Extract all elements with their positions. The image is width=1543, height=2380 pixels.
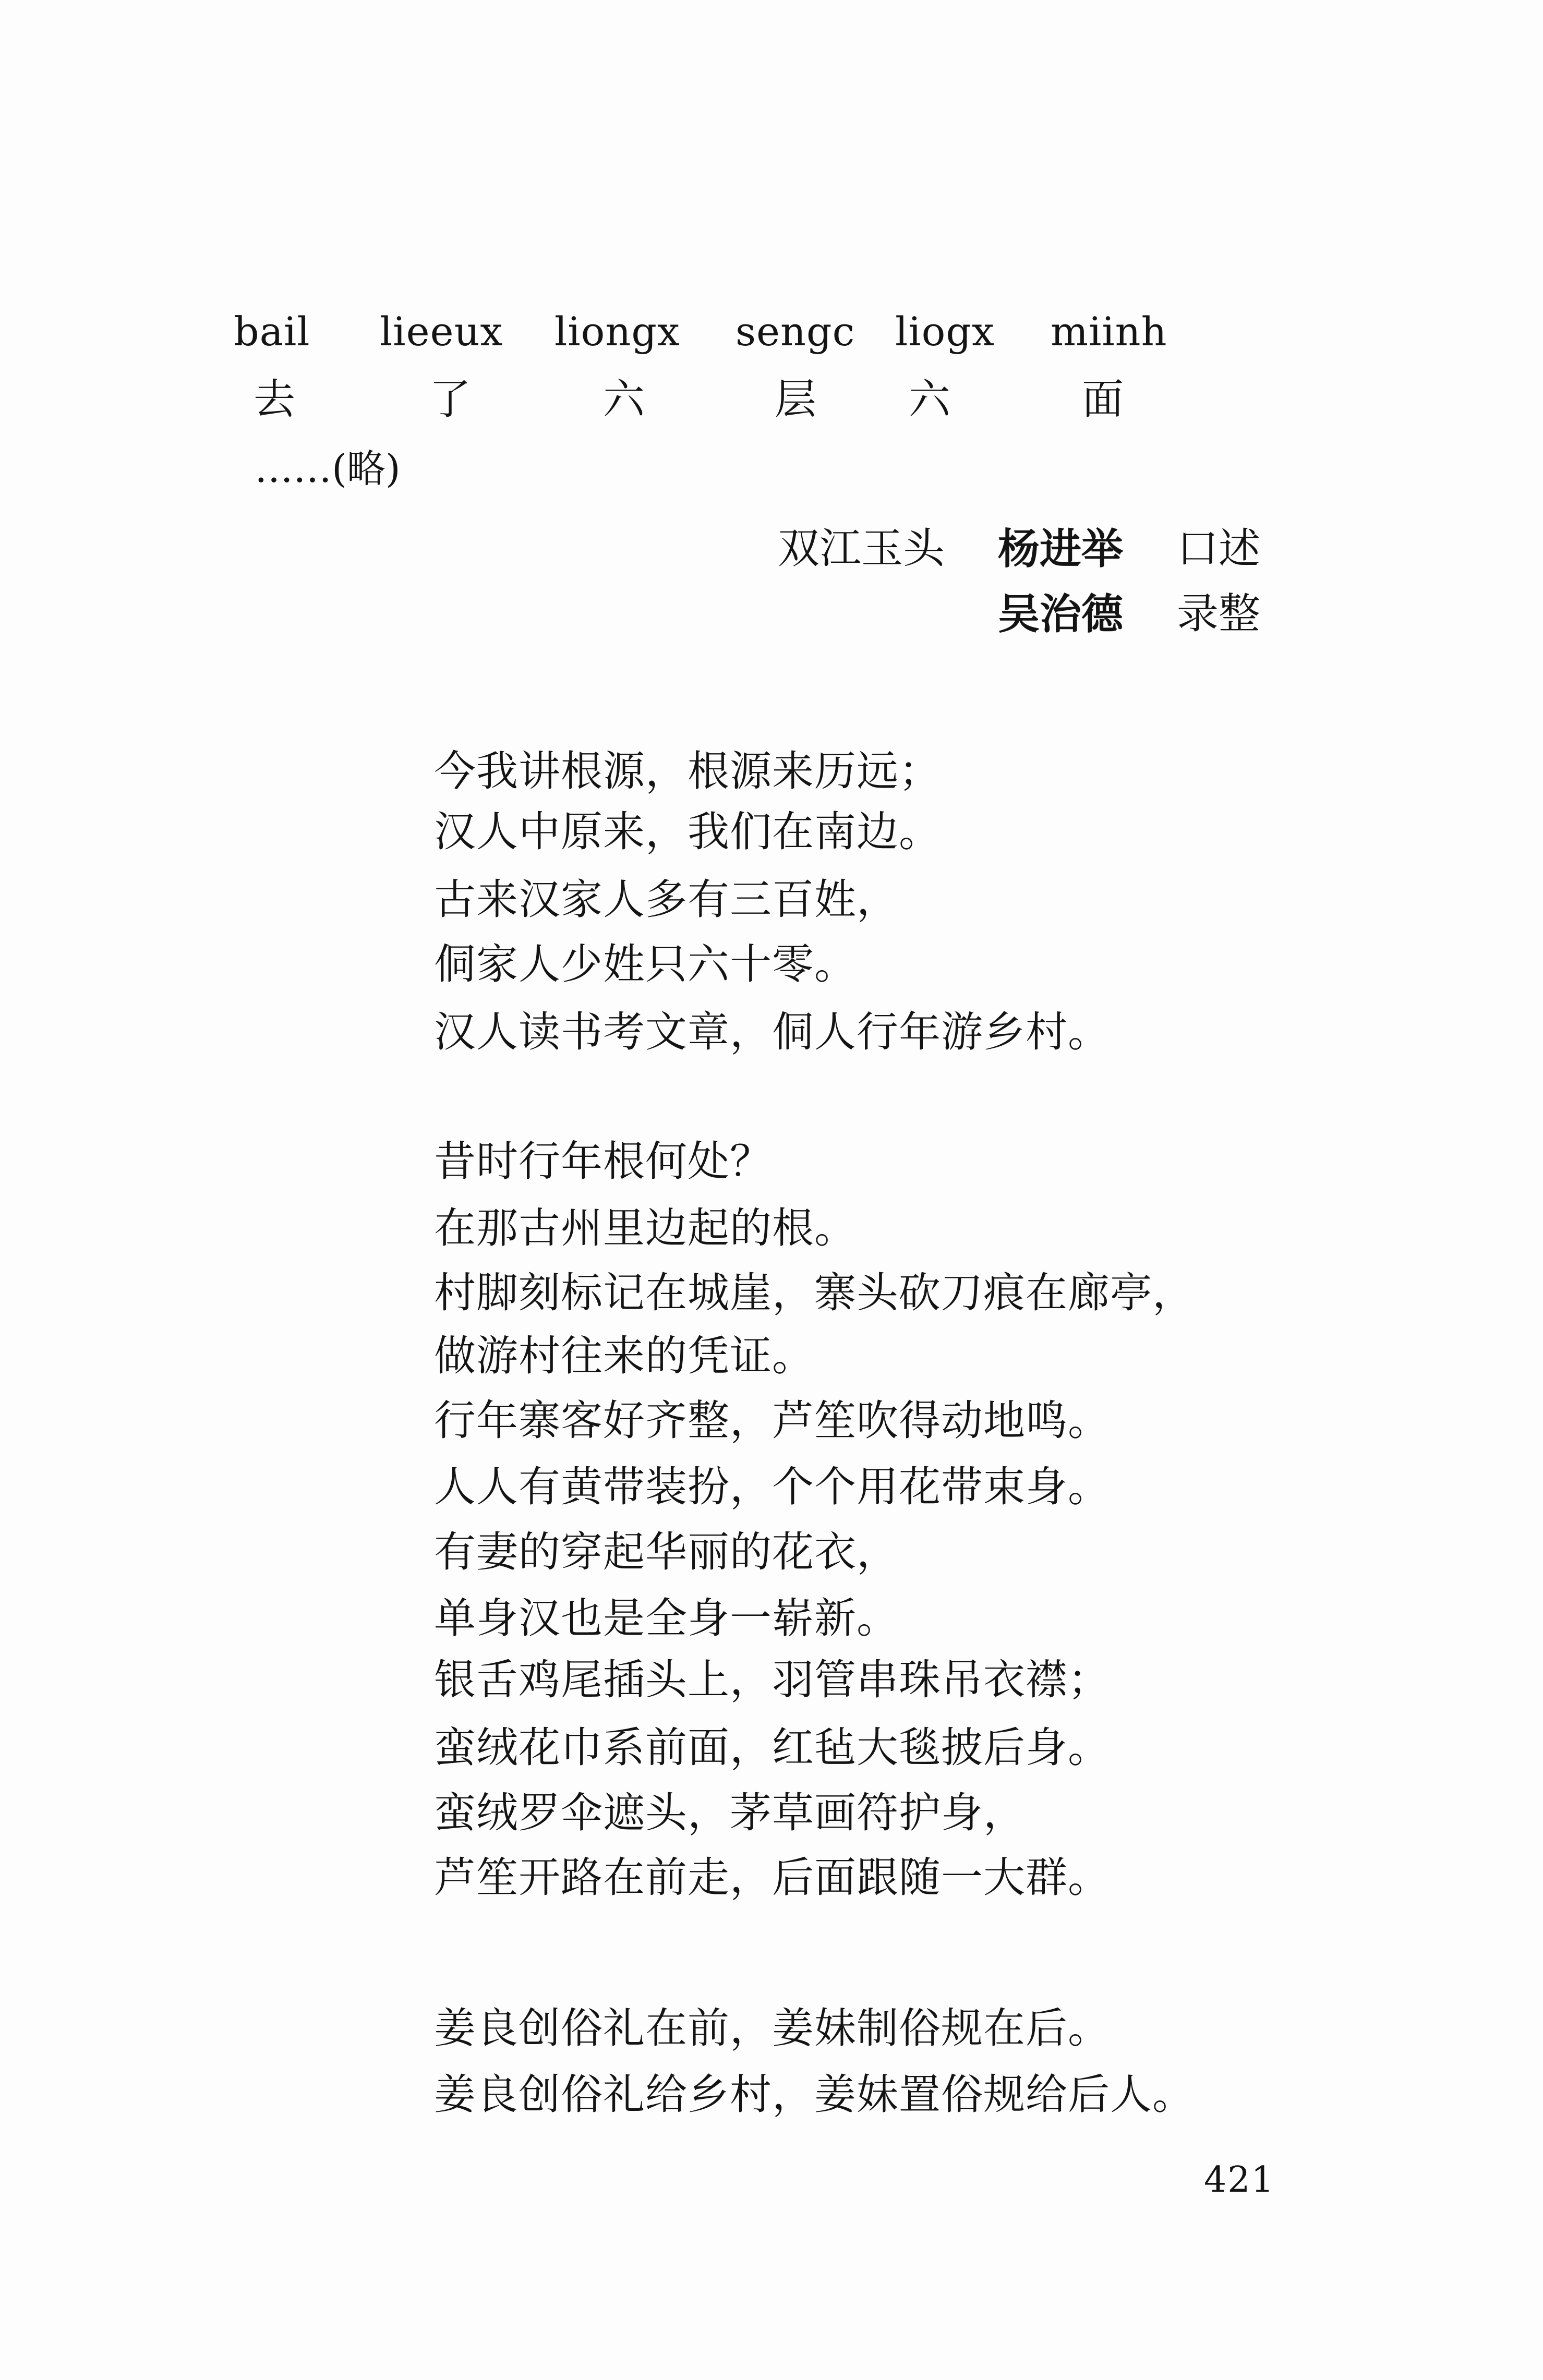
- poem-line: 侗家人少姓只六十零。: [434, 940, 857, 988]
- romanized-word: bail: [234, 308, 310, 355]
- poem-line: 做游村往来的凭证。: [434, 1332, 814, 1380]
- poem-line: 芦笙开路在前走，后面跟随一大群。: [434, 1853, 1110, 1902]
- gloss-char: 层: [775, 375, 816, 424]
- poem-line: 汉人读书考文章，侗人行年游乡村。: [434, 1008, 1110, 1056]
- gloss-char: 面: [1082, 375, 1124, 424]
- gloss-char: 六: [909, 375, 950, 424]
- poem-line: 银舌鸡尾插头上，羽管串珠吊衣襟；: [434, 1656, 1110, 1704]
- poem-line: 蛮绒罗伞遮头，茅草画符护身，: [434, 1789, 1026, 1837]
- gloss-char: 去: [254, 375, 295, 424]
- attribution-place: 双江玉头: [778, 524, 945, 573]
- poem-line: 单身汉也是全身一崭新。: [434, 1594, 899, 1642]
- romanized-word: lieeux: [380, 308, 503, 355]
- romanized-word: miinh: [1051, 308, 1167, 355]
- poem-line: 蛮绒花巾系前面，红毡大毯披后身。: [434, 1723, 1110, 1772]
- attribution-recorder-role: 录整: [1177, 589, 1260, 638]
- poem-line: 今我讲根源，根源来历远；: [434, 747, 941, 795]
- poem-line: 昔时行年根何处？: [434, 1137, 772, 1186]
- poem-line: 姜良创俗礼在前，姜妹制俗规在后。: [434, 2004, 1110, 2052]
- poem-line: 行年寨客好齐整，芦笙吹得动地鸣。: [434, 1396, 1110, 1445]
- poem-line: 古来汉家人多有三百姓，: [434, 875, 899, 924]
- poem-line: 人人有黄带装扮，个个用花带束身。: [434, 1463, 1110, 1511]
- poem-line: 姜良创俗礼给乡村，姜妹置俗规给后人。: [434, 2070, 1195, 2119]
- romanized-word: liogx: [895, 308, 995, 355]
- poem-line: 有妻的穿起华丽的花衣，: [434, 1528, 899, 1576]
- attribution-narrator: 杨进举: [998, 524, 1123, 573]
- poem-line: 汉人中原来，我们在南边。: [434, 807, 941, 856]
- gloss-char: 六: [603, 375, 645, 424]
- attribution-recorder: 吴治德: [998, 589, 1123, 638]
- gloss-char: 了: [429, 375, 471, 424]
- poem-line: 村脚刻标记在城崖，寨头砍刀痕在廊亭，: [434, 1268, 1195, 1317]
- page-number: 421: [1204, 2159, 1275, 2201]
- omission-mark: ……(略): [255, 446, 401, 491]
- romanized-word: sengc: [736, 308, 855, 355]
- attribution-narrator-role: 口述: [1177, 524, 1260, 573]
- romanized-word: liongx: [554, 308, 680, 355]
- poem-line: 在那古州里边起的根。: [434, 1204, 857, 1252]
